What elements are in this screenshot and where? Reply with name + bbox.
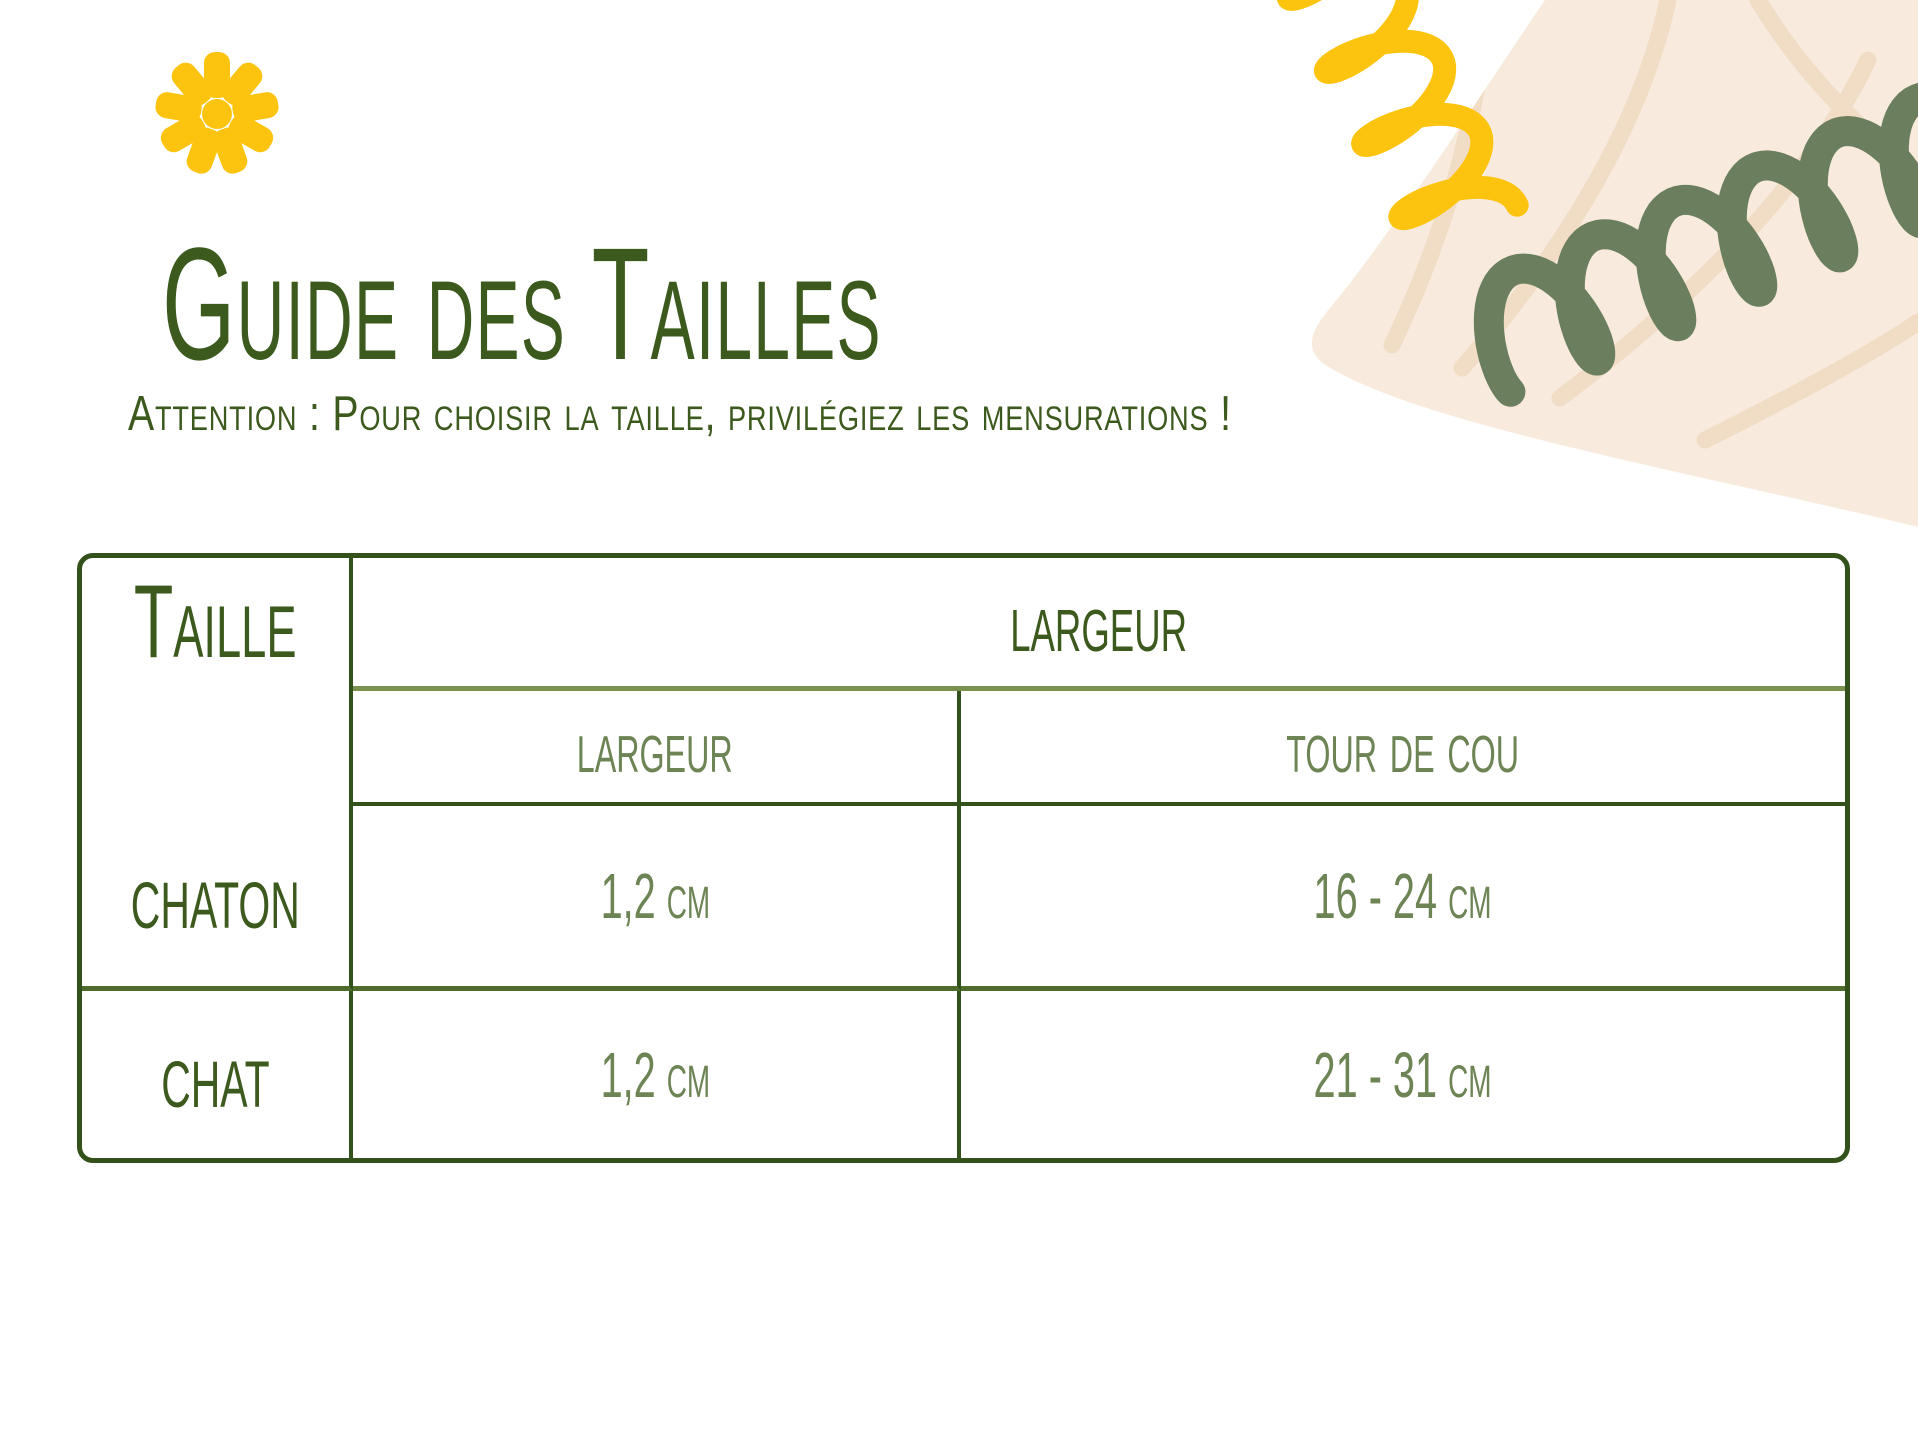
page-title bbox=[162, 212, 1382, 396]
page-subtitle bbox=[128, 386, 1508, 442]
table-corner-header-taille bbox=[82, 558, 353, 806]
table-row-chat-tour-de-cou bbox=[961, 991, 1845, 1158]
beige-blob-shape bbox=[1312, 0, 1918, 527]
row-chaton-largeur-value: 1,2 cm bbox=[600, 860, 710, 932]
size-table bbox=[77, 553, 1850, 1163]
green-squiggle-icon bbox=[1489, 97, 1918, 392]
table-row-chaton-largeur bbox=[353, 806, 961, 991]
row-chaton-size-label: chaton bbox=[131, 843, 301, 948]
table-row-chat-largeur bbox=[353, 991, 961, 1158]
table-subheader-largeur bbox=[353, 691, 961, 806]
table-row-chaton-size bbox=[82, 806, 353, 991]
yellow-squiggle-icon bbox=[1288, 0, 1517, 219]
row-chat-tour-de-cou-value: 21 - 31 cm bbox=[1314, 1038, 1492, 1111]
page-subtitle-text: Attention : Pour choisir la taille, privilégiez les mensurations ! bbox=[128, 387, 1232, 441]
table-row-chaton-tour-de-cou bbox=[961, 806, 1845, 991]
table-row-chat-size bbox=[82, 991, 353, 1158]
subheader-largeur-label: largeur bbox=[577, 704, 733, 788]
row-chaton-tour-de-cou-value: 16 - 24 cm bbox=[1314, 860, 1492, 932]
page-title-text: Guide des Tailles bbox=[162, 214, 882, 393]
row-chat-size-label: chat bbox=[161, 1021, 270, 1127]
table-group-header-largeur bbox=[353, 558, 1845, 691]
corner-header-label: Taille bbox=[134, 564, 297, 680]
asterisk-icon bbox=[154, 52, 281, 177]
row-chat-largeur-value: 1,2 cm bbox=[600, 1038, 710, 1111]
group-header-label: largeur bbox=[1010, 575, 1188, 669]
subheader-tour-de-cou-label: tour de cou bbox=[1286, 704, 1520, 788]
blob-vein-lines bbox=[1392, 0, 1918, 440]
table-subheader-tour-de-cou bbox=[961, 691, 1845, 806]
